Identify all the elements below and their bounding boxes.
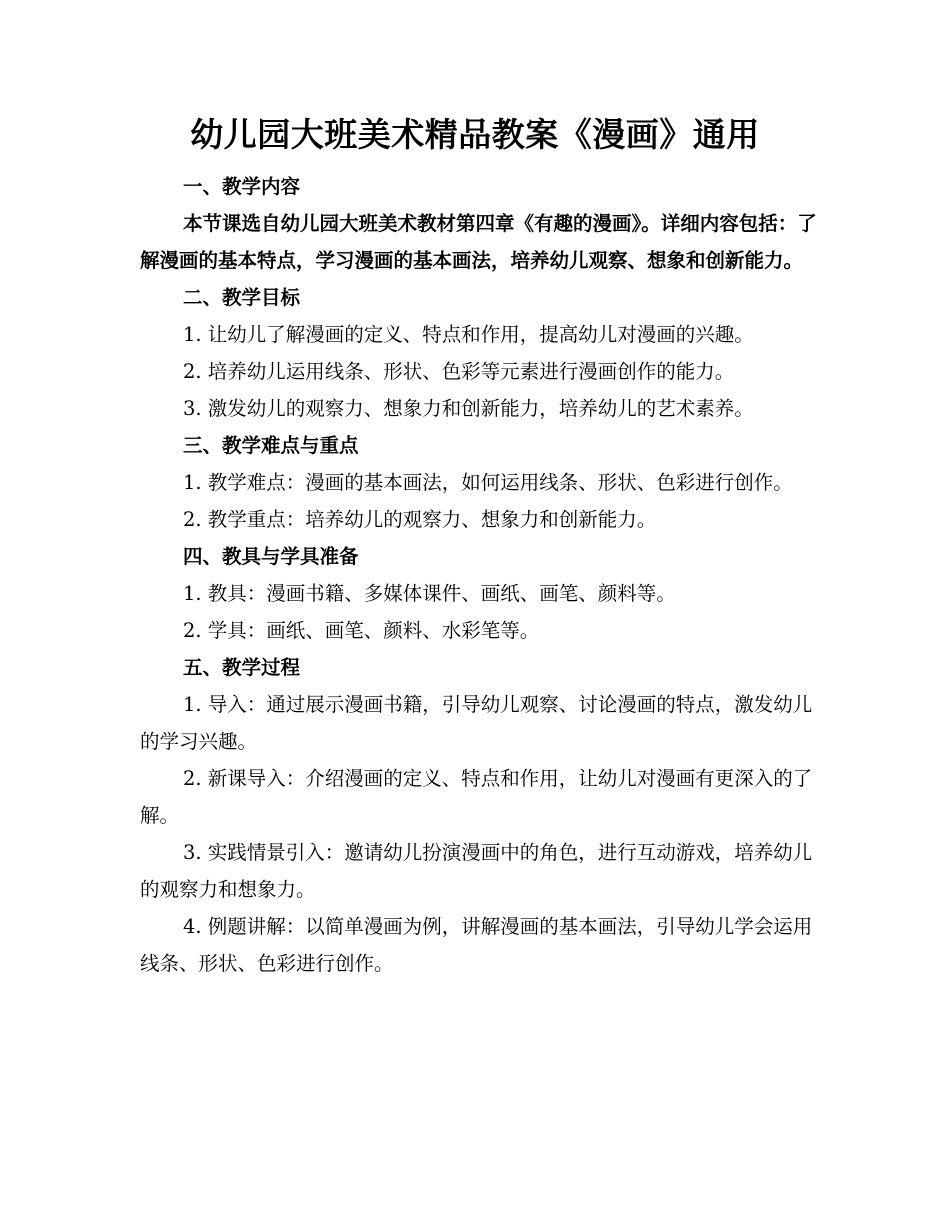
difficulty-item-2: 2. 教学重点：培养幼儿的观察力、想象力和创新能力。: [183, 508, 657, 531]
section-heading-content: 一、教学内容: [183, 175, 301, 198]
section-heading-objectives: 二、教学目标: [183, 286, 301, 309]
section-heading-materials: 四、教具与学具准备: [183, 545, 359, 568]
content-paragraph: 本节课选自幼儿园大班美术教材第四章《有趣的漫画》。详细内容包括：了解漫画的基本特点，学习漫画的基本画法，培养幼儿观察、想象和创新能力。: [140, 212, 817, 272]
section-heading-difficulties: 三、教学难点与重点: [183, 434, 359, 457]
process-item-2: 2. 新课导入：介绍漫画的定义、特点和作用，让幼儿对漫画有更深入的了解。: [140, 767, 813, 827]
document-title: 幼儿园大班美术精品教案《漫画》通用: [190, 115, 760, 154]
objective-item-1: 1. 让幼儿了解漫画的定义、特点和作用，提高幼儿对漫画的兴趣。: [183, 323, 754, 346]
objective-item-2: 2. 培养幼儿运用线条、形状、色彩等元素进行漫画创作的能力。: [183, 360, 735, 383]
materials-item-2: 2. 学具：画纸、画笔、颜料、水彩笔等。: [183, 619, 540, 642]
difficulty-item-1: 1. 教学难点：漫画的基本画法，如何运用线条、形状、色彩进行创作。: [183, 471, 793, 494]
objective-item-3: 3. 激发幼儿的观察力、想象力和创新能力，培养幼儿的艺术素养。: [183, 397, 754, 420]
process-item-4: 4. 例题讲解：以简单漫画为例，讲解漫画的基本画法，引导幼儿学会运用线条、形状、色彩进行创作。: [140, 915, 813, 975]
materials-item-1: 1. 教具：漫画书籍、多媒体课件、画纸、画笔、颜料等。: [183, 582, 676, 605]
process-item-3: 3. 实践情景引入：邀请幼儿扮演漫画中的角色，进行互动游戏，培养幼儿的观察力和想象力。: [140, 841, 813, 901]
section-heading-process: 五、教学过程: [183, 656, 301, 679]
process-item-1: 1. 导入：通过展示漫画书籍，引导幼儿观察、讨论漫画的特点，激发幼儿的学习兴趣。: [140, 693, 813, 753]
document-body: [140, 168, 820, 982]
